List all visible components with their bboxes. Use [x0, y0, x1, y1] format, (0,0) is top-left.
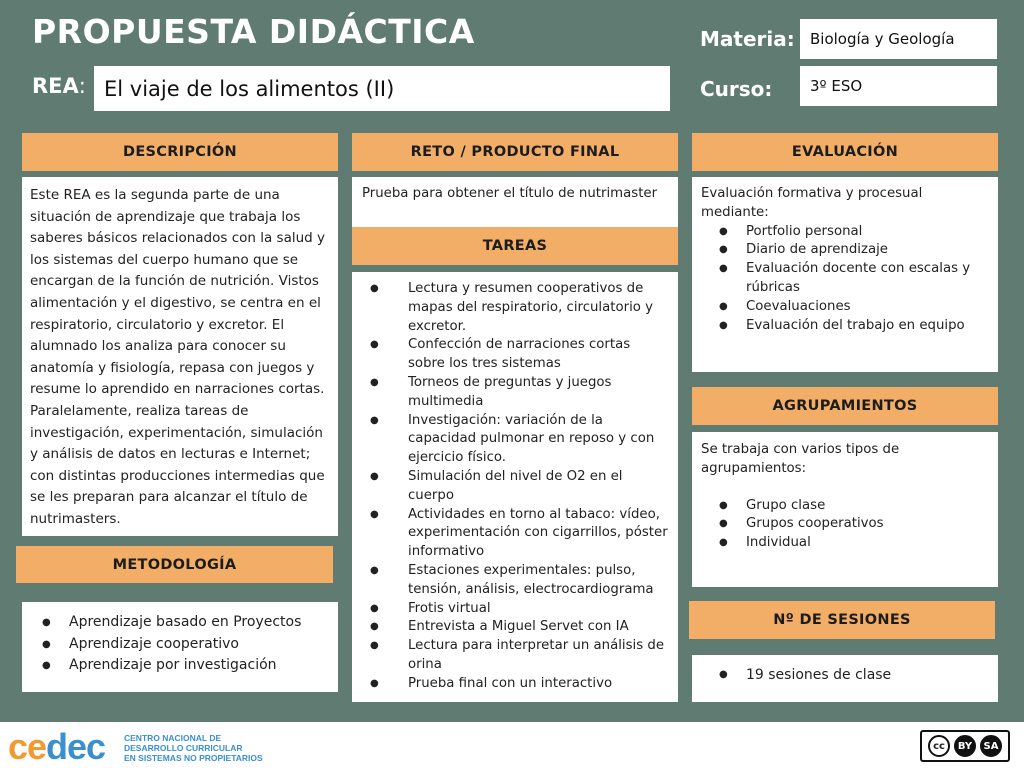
agrupamientos-list	[701, 497, 990, 553]
sesiones-heading: Nº DE SESIONES	[689, 601, 995, 639]
list-item: ● Torneos de preguntas y juegos multimedia	[352, 374, 670, 412]
descripcion-text: Este REA es la segunda parte de una situación de aprendizaje que trabaja los saberes básicos relacionados con la salud y los sistemas del cuerpo humano que se encargan de la función de nutrición. Vistos alimentación y el digestivo, se centra en el respiratorio, circulatorio y excretor. El alumnado los analiza para conocer su anatomía y fisiología, repasa con juegos y resume lo aprendido en narraciones cortas. Paralelamente, realiza tareas de investigación, experimentación, simulación y análisis de datos en lecturas e Internet; con distintas producciones intermedias que se les preparan para alcanzar el título de nutrimasters.	[30, 187, 326, 527]
evaluacion-panel	[692, 177, 998, 372]
list-item: ● Portfolio personal	[701, 223, 990, 242]
reto-panel	[352, 177, 678, 227]
list-item: ● Individual	[701, 534, 990, 553]
rea-label: REA:	[32, 74, 86, 98]
list-item: ● Aprendizaje por investigación	[24, 655, 332, 677]
tareas-list	[352, 280, 670, 694]
materia-field: Biología y Geología	[800, 19, 997, 59]
sesiones-panel	[692, 655, 998, 702]
list-item: ● Diario de aprendizaje	[701, 241, 990, 260]
evaluacion-intro: Evaluación formativa y procesual mediante:	[701, 186, 923, 220]
rea-title-field: El viaje de los alimentos (II)	[94, 66, 670, 111]
cc-icon: cc	[928, 735, 950, 757]
metodologia-heading: METODOLOGÍA	[16, 546, 333, 583]
agrupamientos-intro: Se trabaja con varios tipos de agrupamientos:	[701, 442, 900, 476]
list-item: ● Frotis virtual	[352, 600, 670, 619]
descripcion-panel	[22, 177, 338, 536]
reto-text: Prueba para obtener el título de nutrimaster	[362, 186, 658, 201]
descripcion-heading: DESCRIPCIÓN	[22, 133, 338, 171]
sesiones-list	[701, 666, 990, 685]
list-item: ● Coevaluaciones	[701, 298, 990, 317]
agrupamientos-panel	[692, 432, 998, 587]
evaluacion-heading: EVALUACIÓN	[692, 133, 998, 171]
list-item: ● Evaluación docente con escalas y rúbricas	[701, 260, 990, 298]
list-item: ● Prueba final con un interactivo	[352, 675, 670, 694]
list-item: ● Investigación: variación de la capacidad pulmonar en reposo y con ejercicio físico.	[352, 412, 670, 468]
list-item: ● Actividades en torno al tabaco: vídeo, experimentación con cigarrillos, póster informativo	[352, 506, 670, 562]
list-item: ● Lectura y resumen cooperativos de mapas del respiratorio, circulatorio y excretor.	[352, 280, 670, 336]
creative-commons-badge	[920, 730, 1010, 762]
curso-field: 3º ESO	[800, 66, 997, 106]
cedec-logo: cedec	[8, 726, 106, 767]
list-item: ● Aprendizaje basado en Proyectos	[24, 612, 332, 634]
reto-heading: RETO / PRODUCTO FINAL	[352, 133, 678, 171]
page-title: PROPUESTA DIDÁCTICA	[32, 12, 475, 51]
list-item: ● Entrevista a Miguel Servet con IA	[352, 618, 670, 637]
cedec-logo-subtitle: CENTRO NACIONAL DE DESARROLLO CURRICULAR EN SISTEMAS NO PROPIETARIOS	[124, 733, 263, 763]
list-item: ● Aprendizaje cooperativo	[24, 634, 332, 656]
metodologia-panel	[22, 602, 338, 692]
tareas-panel	[352, 272, 678, 702]
list-item: ● Lectura para interpretar un análisis de orina	[352, 637, 670, 675]
list-item: ● Estaciones experimentales: pulso, tensión, análisis, electrocardiograma	[352, 562, 670, 600]
list-item: ● Confección de narraciones cortas sobre los tres sistemas	[352, 336, 670, 374]
metodologia-list	[24, 612, 332, 677]
list-item: ● Simulación del nivel de O2 en el cuerpo	[352, 468, 670, 506]
list-item: ● Grupos cooperativos	[701, 515, 990, 534]
by-icon: BY	[954, 735, 976, 757]
sa-icon: SA	[980, 735, 1002, 757]
tareas-heading: TAREAS	[352, 227, 678, 265]
list-item: ● 19 sesiones de clase	[701, 666, 990, 685]
materia-label: Materia:	[700, 27, 795, 51]
agrupamientos-heading: AGRUPAMIENTOS	[692, 387, 998, 425]
evaluacion-list	[701, 223, 990, 336]
curso-label: Curso:	[700, 77, 773, 101]
list-item: ● Evaluación del trabajo en equipo	[701, 317, 990, 336]
list-item: ● Grupo clase	[701, 497, 990, 516]
